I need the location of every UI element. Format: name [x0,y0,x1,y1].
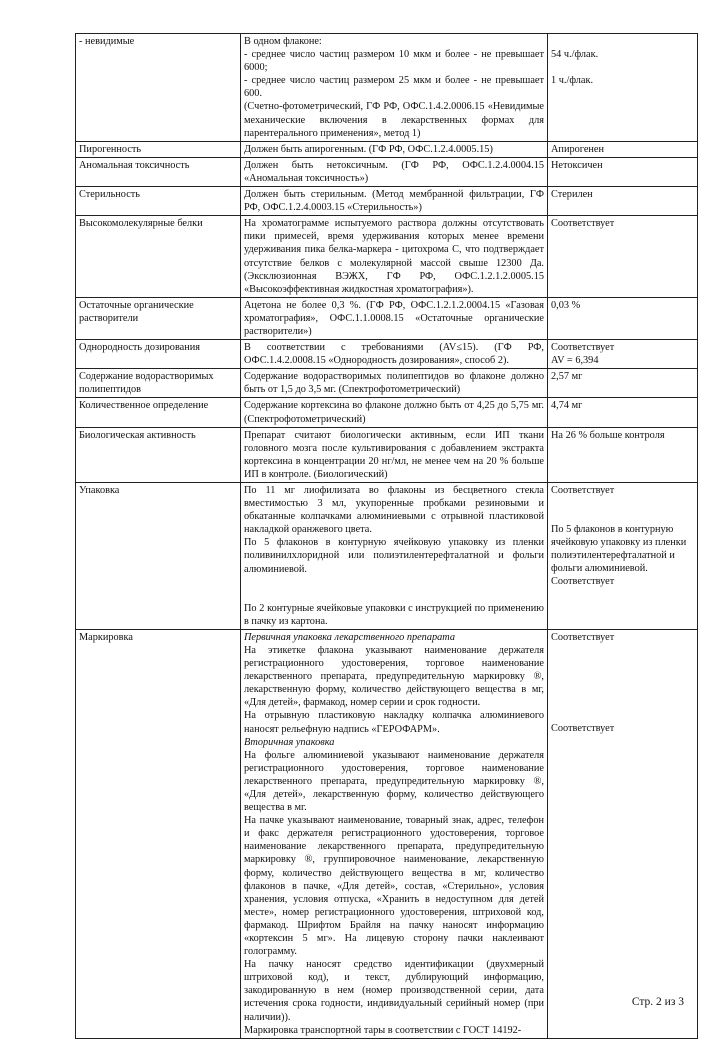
requirement-text: (Счетно-фотометрический, ГФ РФ, ОФС.1.4.2.0006.15 «Невидимые механические включения в лекарственных формах для парентерального применения», метод 1) [244,101,544,139]
requirement-cell [241,297,548,339]
result-cell [548,34,698,142]
requirement-text: Должен быть апирогенным. (ГФ РФ, ОФС.1.2.4.0005.15) [244,143,493,155]
param-label: - невидимые [79,36,135,47]
result-text: AV = 6,394 [551,355,599,367]
result-cell [548,340,698,369]
specification-table [75,33,698,1039]
requirement-cell [241,340,548,369]
param-cell [76,34,241,142]
requirement-text: Должен быть стерильным. (Метод мембранной фильтрации, ГФ РФ, ОФС.1.2.4.0003.15 «Стерильность») [244,189,544,214]
result-text: Соответствует [551,485,615,496]
result-text: Соответствует [551,576,615,588]
requirement-cell [241,157,548,186]
blank-space [551,644,694,722]
table-row [76,340,698,369]
requirement-cell [241,34,548,142]
result-text: Соответствует [551,342,615,354]
requirement-text: Должен быть нетоксичным. (ГФ РФ, ОФС.1.2.4.0004.15 «Аномальная токсичность») [244,159,544,184]
result-text: Нетоксичен [551,159,603,171]
result-text: Соответствует [551,722,615,734]
result-cell [548,629,698,1038]
table-row [76,398,698,427]
param-cell [76,398,241,427]
param-cell [76,187,241,216]
requirement-text: На хроматограмме испытуемого раствора должны отсутствовать пики примесей, время удерживания которых менее времени удерживания пика белка-маркера - цитохрома С, что подтверждает отсутствие белков с молекулярной массой свыше 12300 Да. (Эксклюзионная ВЭЖХ, ГФ РФ, ОФС.1.2.1.2.0005.15 «Высокоэффективная жидкостная хроматография»). [244,218,544,295]
param-label: Биологическая активность [79,429,196,441]
param-label: Высокомолекулярные белки [79,218,203,230]
result-cell [548,141,698,157]
table-row [76,369,698,398]
result-cell [548,297,698,339]
requirement-text: - среднее число частиц размером 25 мкм и более - не превышает 600. [244,75,544,100]
table-row [76,297,698,339]
marking-text: На отрывную пластиковую накладку колпачка алюминиевого наносят рельефную надпись «ГЕРОФАРМ». [244,710,544,735]
requirement-text: Содержание водорастворимых полипептидов во флаконе должно быть от 1,5 до 3,5 мг. (Спектрофотометрический) [244,371,544,396]
result-text: 2,57 мг [551,371,583,383]
blank-space [551,497,694,523]
param-label: Пирогенность [79,143,142,155]
marking-text: Маркировка транспортной тары в соответствии с ГОСТ 14192- [244,1024,522,1036]
param-label: Содержание водорастворимых полипептидов [79,371,214,396]
param-cell [76,216,241,298]
requirement-text: В соответствии с требованиями (AV≤15). (ГФ РФ, ОФС.1.4.2.0008.15 «Однородность дозирования», способ 2). [244,342,544,367]
table-row [76,157,698,186]
param-label: Количественное определение [79,400,209,412]
result-text: На 26 % больше контроля [551,429,665,441]
param-label: Стерильность [79,189,140,201]
marking-text: На этикетке флакона указывают наименование держателя регистрационного удостоверения, торговое наименование лекарственного препарата, предупредительную маркировку ®, лекарственную форму, количество действующего вещества в мг, «Для детей», фармакод, номер серии и срок годности. [244,644,544,709]
requirement-cell [241,483,548,630]
param-label: Маркировка [79,631,133,643]
table-row [76,483,698,630]
result-text: 0,03 % [551,299,581,311]
result-text: Соответствует [551,218,615,230]
param-cell [76,340,241,369]
param-label: Однородность дозирования [79,342,201,354]
packaging-text: По 5 флаконов в контурную ячейковую упаковку из пленки поливинилхлоридной или полиэтилентерефталатной и фольги алюминиевой. [244,537,544,575]
result-text: Стерилен [551,189,593,201]
param-label: Упаковка [79,485,120,496]
result-cell [548,187,698,216]
requirement-text: Препарат считают биологически активным, если ИП ткани головного мозга после культивирования с добавлением экстракта кортексина в концентрации 20 нг/мл, не менее чем на 20 % больше ИП в контроле. (Биологический) [244,429,544,480]
requirement-cell [241,216,548,298]
requirement-cell [241,369,548,398]
result-text: 4,74 мг [551,400,583,412]
requirement-text: В одном флаконе: [244,36,322,47]
marking-text: На пачку наносят средство идентификации (двухмерный штриховой код), и текст, дублирующий информацию, закодированную в нем (номер производственной серии, дата истечения срока годности, индивидуальный серийный номер (при наличии)). [244,959,544,1023]
param-label: Остаточные органические растворители [79,299,194,324]
packaging-text: По 2 контурные ячейковые упаковки с инструкцией по применению в пачку из картона. [244,602,544,627]
requirement-cell [241,187,548,216]
param-cell [76,369,241,398]
result-cell [548,216,698,298]
result-cell [548,483,698,630]
table-row [76,216,698,298]
marking-text: На фольге алюминиевой указывают наименование держателя регистрационного удостоверения, торговое наименование лекарственного препарата, предупредительную маркировку ®, «Для детей», лекарственную форму, количество действующего вещества в мг. [244,749,544,814]
result-text: По 5 флаконов в контурную ячейковую упаковку из пленки полиэтилентерефталатной и фольги алюминиевой. [551,524,687,575]
table-row [76,187,698,216]
table-row [76,427,698,482]
result-cell [548,427,698,482]
section-heading: Вторичная упаковка [244,736,335,748]
param-label: Аномальная токсичность [79,159,190,171]
param-cell [76,157,241,186]
param-cell [76,427,241,482]
param-cell [76,141,241,157]
result-text: 1 ч./флак. [551,75,594,87]
result-cell [548,157,698,186]
table-row [76,34,698,142]
section-heading: Первичная упаковка лекарственного препарата [244,631,455,643]
table-row [76,629,698,1038]
requirement-cell [241,629,548,1038]
requirement-text: - среднее число частиц размером 10 мкм и более - не превышает 6000; [244,49,544,74]
requirement-text: Ацетона не более 0,3 %. (ГФ РФ, ОФС.1.2.1.2.0004.15 «Газовая хроматография», ОФС.1.1.0008.15 «Остаточные органические растворители») [244,299,544,337]
requirement-text: Содержание кортексина во флаконе должно быть от 4,25 до 5,75 мг. (Спектрофотометрический) [244,400,544,425]
param-cell [76,483,241,630]
result-text: Соответствует [551,631,615,643]
result-text: 54 ч./флак. [551,49,599,60]
blank-space [244,576,544,602]
requirement-cell [241,427,548,482]
packaging-text: По 11 мг лиофилизата во флаконы из бесцветного стекла вместимостью 3 мл, укупоренные пробками резиновыми и обкатанные колпачками алюминиевыми с отрывной пластиковой накладкой оранжевого цвета. [244,485,544,536]
table-row [76,141,698,157]
result-text: Апирогенен [551,143,605,155]
param-cell [76,297,241,339]
requirement-cell [241,141,548,157]
marking-text: На пачке указывают наименование, товарный знак, адрес, телефон и факс держателя регистрационного удостоверения, торговое наименование лекарственного препарата, предупредительную маркировку ®, группировочное наименование, лекарственную форму, количество действующего вещества в мг, количество флаконов в пачке, «Для детей», состав, «Стерильно», условия хранения, условия отпуска, «Хранить в недоступном для детей месте», номер регистрационного удостоверения, штриховой код, фармакод. Шрифтом Брайля на пачку наносят информацию «кортексин 5 мг». На лицевую сторону пачки наклеивают голограмму. [244,815,544,958]
param-cell [76,629,241,1038]
result-cell [548,369,698,398]
page-number: Стр. 2 из 3 [631,996,684,1008]
requirement-cell [241,398,548,427]
result-cell [548,398,698,427]
